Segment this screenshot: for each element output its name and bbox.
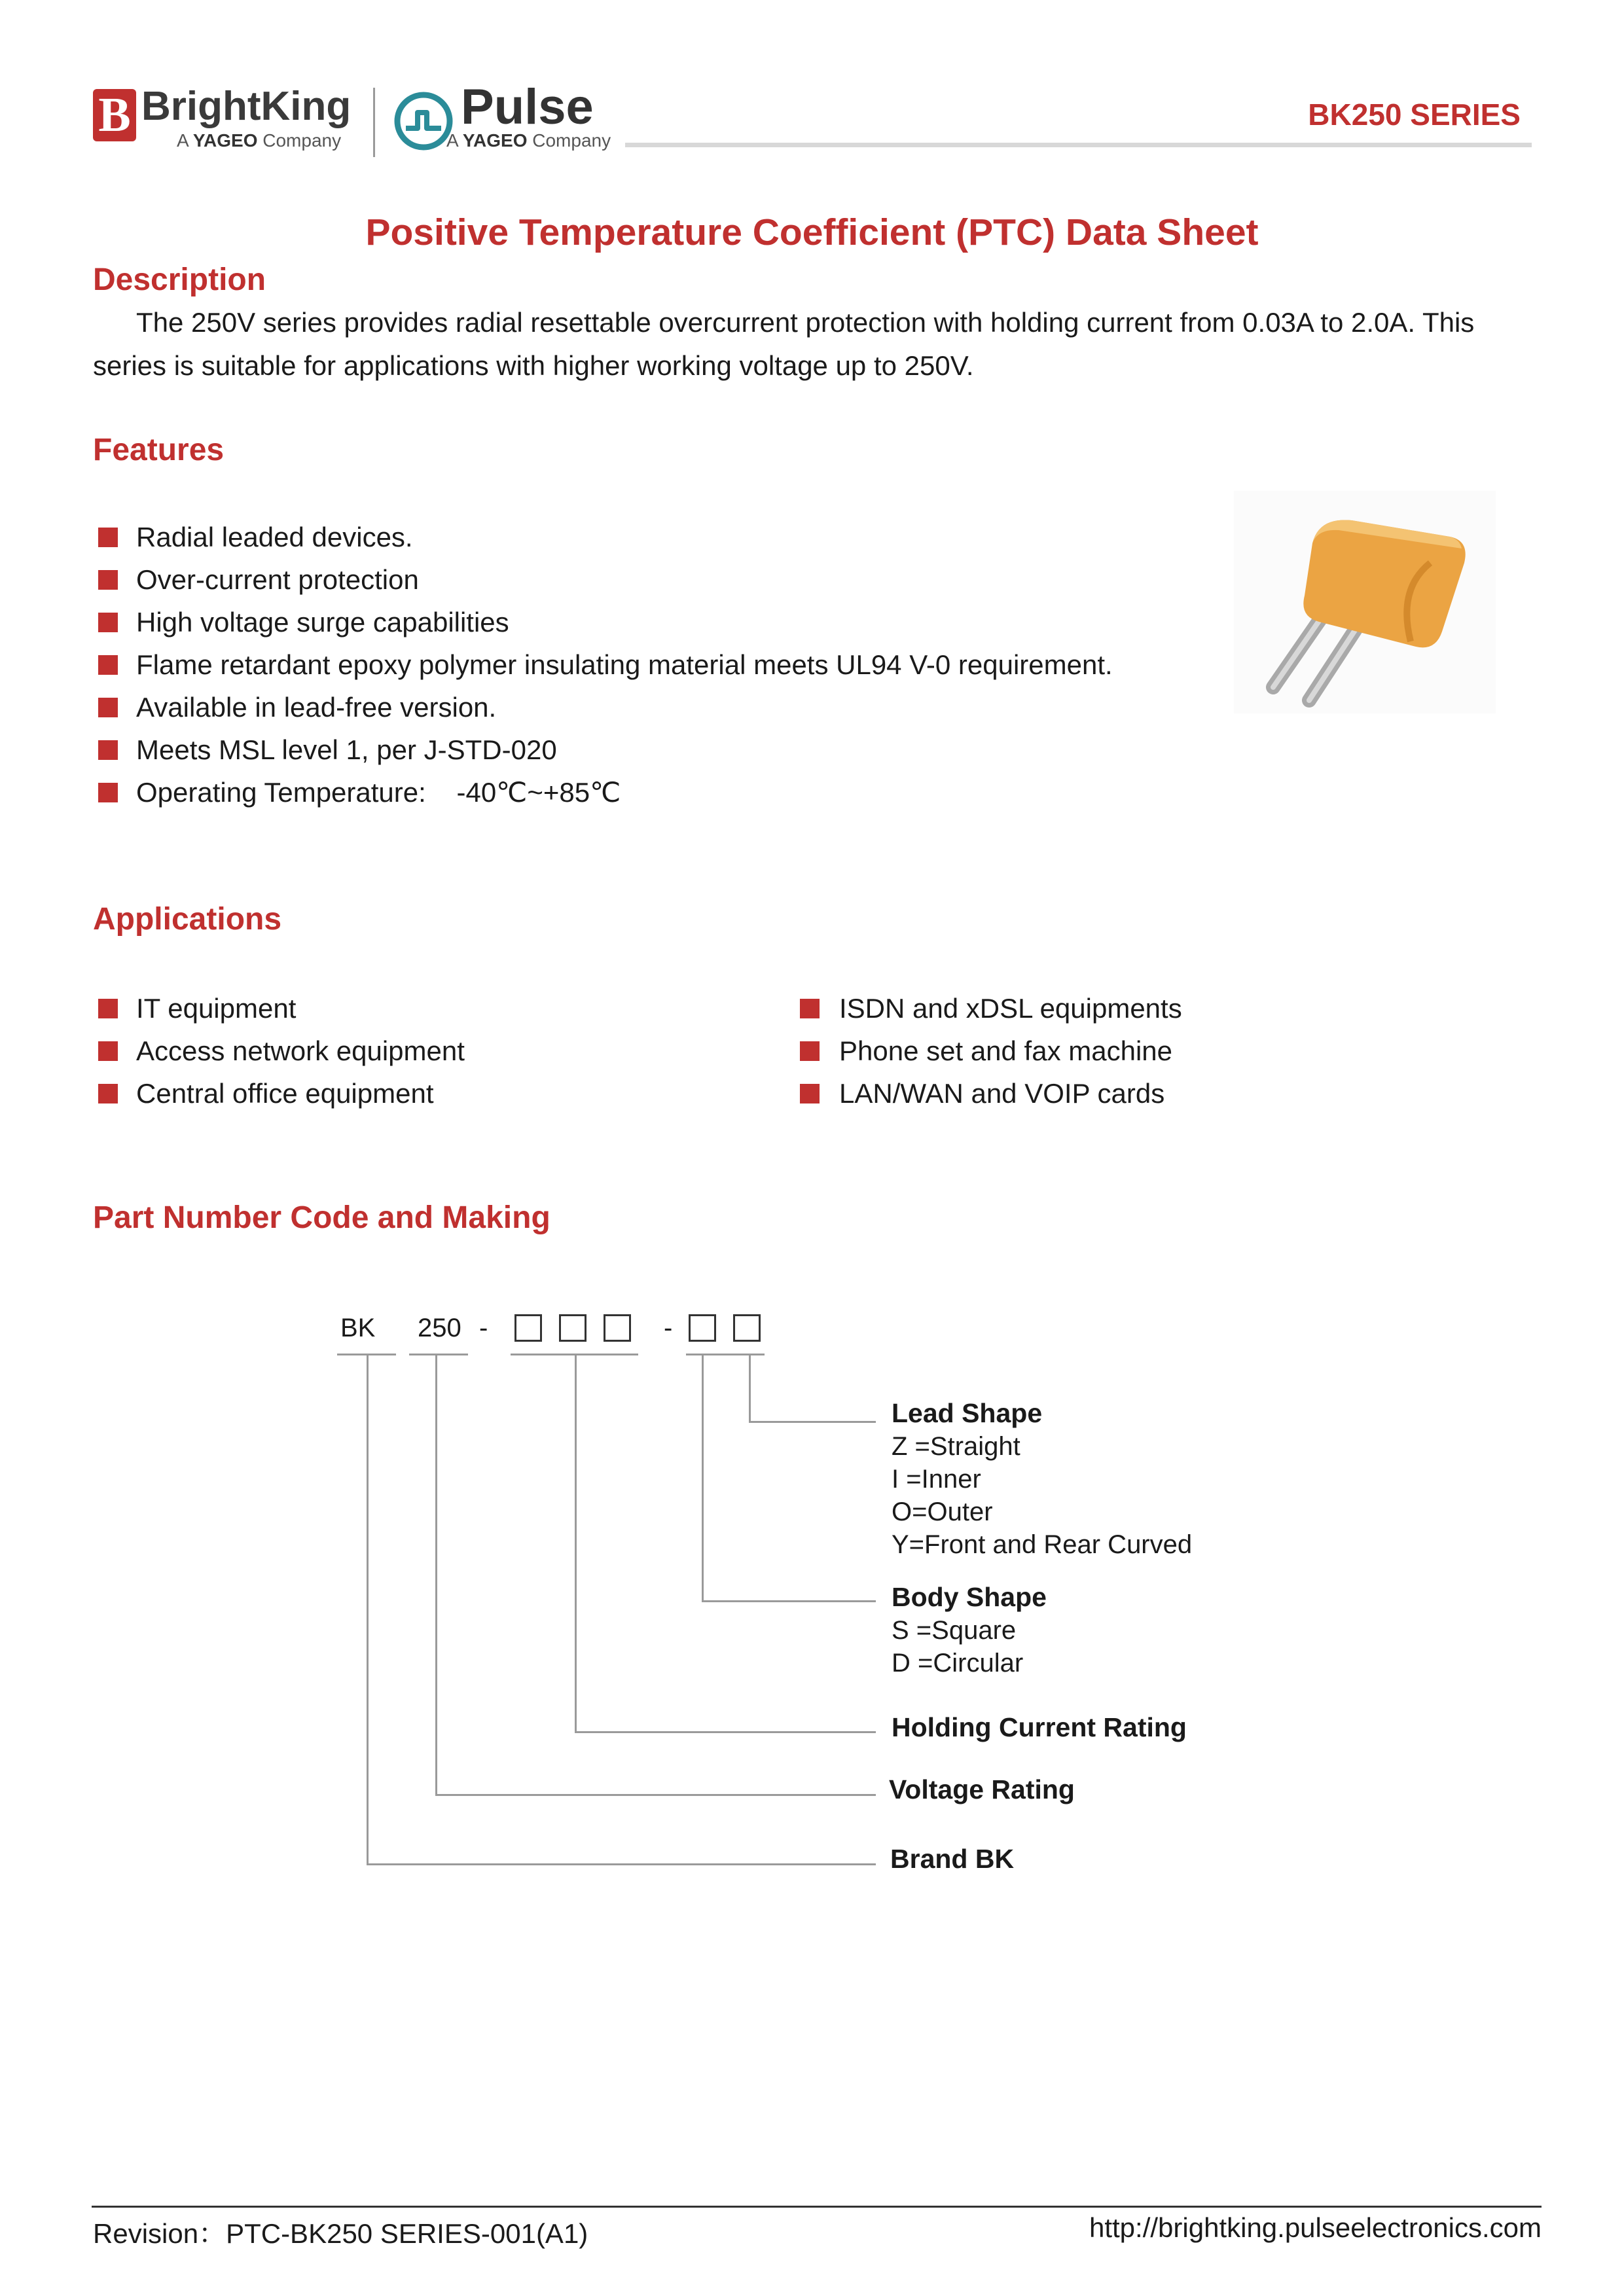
bullet-icon [98,528,118,547]
code-250: 250 [418,1314,461,1342]
pulse-logo-subtitle: A YAGEO Company [446,130,611,151]
brightking-logo-subtitle: A YAGEO Company [177,130,342,151]
features-heading: Features [93,433,225,467]
code-box-current-2 [559,1314,586,1342]
feature-item: Radial leaded devices. [136,522,413,552]
brand-label: Brand BK [890,1844,1015,1874]
code-dash-1: - [479,1314,488,1342]
applications-heading: Applications [93,902,282,937]
bullet-icon [98,783,118,802]
brightking-logo-text: BrightKing [141,84,352,129]
header-rule [625,143,1532,147]
body-shape-option: D =Circular [892,1649,1024,1677]
feature-item: Flame retardant epoxy polymer insulating material meets UL94 V-0 requirement. [136,649,1113,680]
application-item: Access network equipment [136,1035,465,1066]
connector-lead-shape [749,1354,751,1423]
application-item: LAN/WAN and VOIP cards [839,1078,1165,1109]
body-shape-option: S =Square [892,1616,1017,1645]
connector-body-shape [702,1600,876,1602]
bullet-icon [98,655,118,675]
feature-item: Operating Temperature: -40℃~+85℃ [136,777,621,808]
document-title: Positive Temperature Coefficient (PTC) Data Sheet [365,211,1259,253]
connector-lead-shape [749,1421,876,1423]
bullet-icon [98,570,118,590]
bullet-icon [98,698,118,717]
feature-item: High voltage surge capabilities [136,607,509,637]
footer-revision: Revision：PTC-BK250 SERIES-001(A1) [93,2218,588,2249]
bullet-icon [98,999,118,1018]
pulse-logo-text: Pulse [461,79,594,135]
application-item: Phone set and fax machine [839,1035,1173,1066]
bullet-icon [98,740,118,760]
series-label: BK250 SERIES [1308,98,1521,132]
body-shape-title: Body Shape [892,1582,1047,1612]
application-item: ISDN and xDSL equipments [839,993,1182,1024]
connector-body-shape [702,1354,704,1602]
footer-rule [92,2206,1542,2208]
bullet-icon [98,613,118,632]
holding-current-label: Holding Current Rating [892,1712,1187,1742]
bullet-icon [800,1084,820,1103]
application-item: IT equipment [136,993,297,1024]
code-box-body-shape [689,1314,716,1342]
bullet-icon [98,1041,118,1061]
description-heading: Description [93,262,266,297]
feature-item: Over-current protection [136,564,419,595]
logo-divider [373,88,375,157]
connector-holding-current [575,1731,876,1733]
footer-url[interactable]: http://brightking.pulseelectronics.com [1089,2212,1542,2243]
connector-voltage-rating [435,1794,876,1796]
brightking-logo-mark: B [93,89,136,141]
application-item: Central office equipment [136,1078,434,1109]
code-underline [409,1354,468,1355]
pulse-logo-icon [393,90,454,152]
code-box-lead-shape [733,1314,761,1342]
part-number-heading: Part Number Code and Making [93,1200,550,1235]
bullet-icon [800,999,820,1018]
code-box-current-3 [604,1314,631,1342]
lead-shape-title: Lead Shape [892,1398,1043,1428]
feature-item: Available in lead-free version. [136,692,497,723]
bullet-icon [98,1084,118,1103]
ptc-device-image [1234,491,1496,713]
code-underline [686,1354,765,1355]
bullet-icon [800,1041,820,1061]
connector-voltage-rating [435,1354,437,1796]
description-text: The 250V series provides radial resettable overcurrent protection with holding current from 0.03A to 2.0A. This series is suitable for applications with higher working voltage up to 250V. [93,307,1475,381]
lead-shape-option: Z =Straight [892,1432,1020,1461]
feature-item: Meets MSL level 1, per J-STD-020 [136,734,557,765]
connector-brand [367,1863,876,1865]
code-bk: BK [340,1314,376,1342]
connector-brand [367,1354,369,1865]
lead-shape-option: Y=Front and Rear Curved [892,1530,1193,1559]
lead-shape-option: I =Inner [892,1465,981,1494]
lead-shape-option: O=Outer [892,1498,993,1526]
code-dash-2: - [664,1314,673,1342]
code-box-current-1 [514,1314,542,1342]
connector-holding-current [575,1354,577,1733]
voltage-rating-label: Voltage Rating [889,1774,1075,1804]
